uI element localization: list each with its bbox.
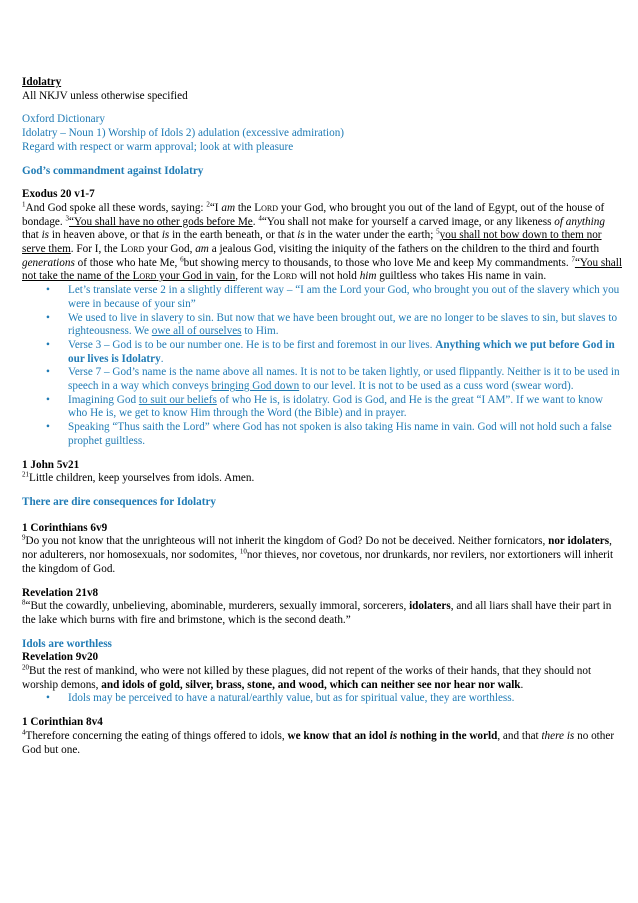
list-item: • Idols may be perceived to have a natural/earthly value, but as for spiritual value, they are worthless.	[46, 692, 515, 705]
section-heading-worthless: Idols are worthless	[22, 637, 112, 650]
list-item: • Speaking “Thus saith the Lord” where God has not spoken is also taking His name in vain. God will not hold such a false prophet guiltless.	[46, 421, 612, 447]
bullet-icon: •	[46, 692, 50, 705]
page-subtitle: All NKJV unless otherwise specified	[22, 89, 188, 102]
bullet-icon: •	[46, 284, 50, 297]
page-title: Idolatry	[22, 76, 62, 88]
list-item: • We used to live in slavery to sin. But now that we have been brought out, we are no longer to be slaves to sin, but slaves to righteousness. We owe all of ourselves to Him.	[46, 311, 618, 338]
list-item: • Imagining God to suit our beliefs of who He is, is idolatry. God is God, and He is the great “I AM”. If we want to know who He is, we get to know Him through the Word (the Bible) and in prayer.	[46, 393, 603, 420]
bullet-icon: •	[46, 421, 50, 434]
bullet-icon: •	[46, 393, 50, 406]
worthless-list	[22, 692, 622, 706]
section-heading-consequences: There are dire consequences for Idolatry	[22, 495, 216, 508]
scripture-ref-revelation-21: Revelation 21v8	[22, 586, 99, 599]
scripture-text-revelation-9: $^{20}$But the rest of mankind, who were not killed by these plagues, did not repent of the works of their hands, that they should not worship demons, and idols of gold, silver, brass, stone, and wood, which can neither see nor hear nor walk.	[22, 663, 592, 691]
list-item: • Let’s translate verse 2 in a slightly different way – “I am the Lord your God, who brought you out of the slavery which you were in because of your sin”	[46, 284, 620, 310]
scripture-ref-corinthians: 1 Corinthians 6v9	[22, 521, 108, 534]
scripture-ref-revelation-9: Revelation 9v20	[22, 651, 99, 664]
list-item: • Verse 7 – God’s name is the name above all names. It is not to be taken lightly, or used flippantly. Neither is it to be used in speech in a way which conveys bringing God down to our level. It is not to be used as a cuss word (swear word).	[46, 366, 620, 393]
scripture-ref-exodus: Exodus 20 v1-7	[22, 188, 95, 201]
dictionary-definition-2: Regard with respect or warm approval; look at with pleasure	[22, 140, 294, 153]
section-heading-commandment: God’s commandment against Idolatry	[22, 164, 204, 177]
scripture-text-exodus: $^1$And God spoke all these words, saying: $^2$“I am the Lord your God, who brought you out of the land of Egypt, out of the house of bondage. $^3$“You shall have no other gods before Me. $^4$“You shall not make for yourself a carved image, or any likeness of anything that is in heaven above, or that is in the earth beneath, or that is in the water under the earth; $^5$you shall not bow down to them nor serve them. For I, the Lord your God, am a jealous God, visiting the iniquity of the fathers on the children to the third and fourth generations of those who hate Me, $^6$but showing mercy to thousands, to those who love Me and keep My commandments. $^7$“You shall not take the name of the Lord your God in vain, for the Lord will not hold him guiltless who takes His name in vain.	[22, 200, 622, 283]
scripture-text-corinthian-8: $^4$Therefore concerning the eating of things offered to idols, we know that an idol is nothing in the world, and that there is no other God but one.	[22, 728, 615, 756]
bullet-icon: •	[46, 338, 50, 351]
bullet-icon: •	[46, 311, 50, 324]
dictionary-definition: Idolatry – Noun 1) Worship of Idols 2) adulation (excessive admiration)	[22, 127, 345, 140]
scripture-ref-john: 1 John 5v21	[22, 458, 80, 471]
scripture-text-revelation-21: $^8$“But the cowardly, unbelieving, abominable, murderers, sexually immoral, sorcerers, idolaters, and all liars shall have their part in the lake which burns with fire and brimstone, which is the second death.”	[22, 598, 612, 626]
scripture-text-corinthians: $^9$Do you not know that the unrighteous will not inherit the kingdom of God? Do not be deceived. Neither fornicators, nor idolaters, nor adulterers, nor homosexuals, nor sodomites, $^{10}$nor thieves, nor covetous, nor drunkards, nor revilers, nor extortioners will inherit the kingdom of God.	[22, 533, 614, 575]
dictionary-heading: Oxford Dictionary	[22, 113, 105, 126]
commentary-list	[22, 284, 622, 448]
scripture-ref-corinthian-8: 1 Corinthian 8v4	[22, 716, 103, 729]
list-item: • Verse 3 – God is to be our number one. He is to be first and foremost in our lives. Anything which we put before God in our lives is Idolatry.	[46, 338, 615, 365]
scripture-text-john: $^{21}$Little children, keep yourselves from idols. Amen.	[22, 470, 255, 485]
bullet-icon: •	[46, 366, 50, 379]
